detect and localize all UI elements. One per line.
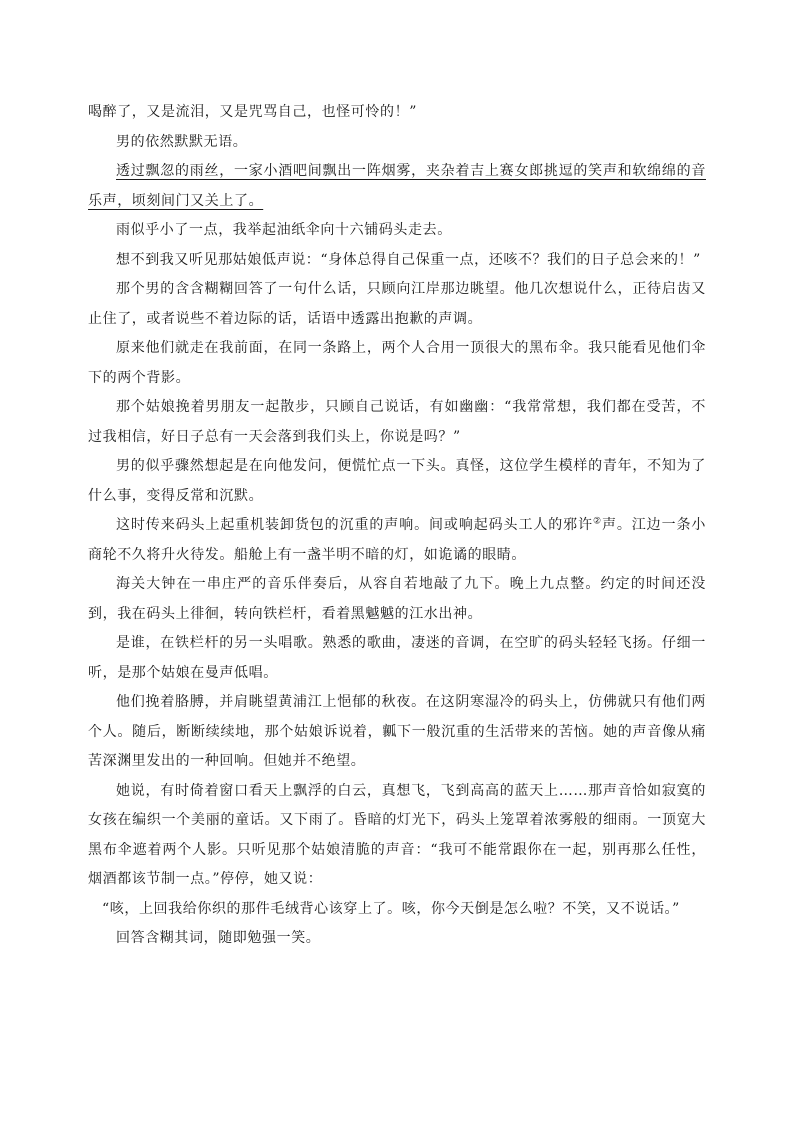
paragraph-13: 他们挽着胳膊，并肩眺望黄浦江上悒郁的秋夜。在这阴寒湿冷的码头上，仿佛就只有他们两个人。随后，断断续续地，那个姑娘诉说着，瓤下一般沉重的生活带来的苦恼。她的声音像从痛苦深渊里发出的一种回响。但她并不绝望。 bbox=[88, 694, 706, 769]
paragraph-10 bbox=[88, 511, 706, 570]
footnote-marker: ② bbox=[592, 516, 602, 527]
paragraph-10-text-before: 这时传来码头上起重机装卸货包的沉重的声响。间或响起码头工人的邪许 bbox=[116, 517, 593, 533]
paragraph-2: 男的依然默默无语。 bbox=[116, 133, 248, 150]
paragraph-14: 她说，有时倚着窗口看天上飘浮的白云，真想飞，飞到高高的蓝天上……那声音恰如寂寞的女孩在编织一个美丽的童话。又下雨了。昏暗的灯光下，码头上笼罩着浓雾般的细雨。一顶宽大黑布伞遮着两个人影。只听见那个姑娘清脆的声音：“我可不能常跟你在一起，别再那么任性，烟酒都该节制一点。”停停，她又说： bbox=[88, 782, 706, 887]
paragraph-12: 是谁，在铁栏杆的另一头唱歌。熟悉的歌曲，凄迷的音调，在空旷的码头轻轻飞扬。仔细一听，是那个姑娘在曼声低唱。 bbox=[88, 635, 706, 681]
article-body bbox=[88, 98, 706, 954]
paragraph-15: “咳，上回我给你织的那件毛绒背心该穿上了。咳，你今天倒是怎么啦？不笑，又不说话。” bbox=[102, 900, 680, 917]
paragraph-8: 那个姑娘挽着男朋友一起散步，只顾自己说话，有如幽幽：“我常常想，我们都在受苦，不过我相信，好日子总有一天会落到我们头上，你说是吗？” bbox=[88, 399, 706, 445]
underlined-sentence: 透过飘忽的雨丝，一家小酒吧间飘出一阵烟雾，夹杂着吉上赛女郎挑逗的笑声和软绵绵的音乐声，顷刻间门又关上了。 bbox=[88, 163, 706, 209]
paragraph-1: 喝醉了，又是流泪，又是咒骂自己，也怪可怜的！” bbox=[88, 104, 417, 120]
paragraph-9: 男的似乎骤然想起是在向他发问，便慌忙点一下头。真怪，这位学生模样的青年，不知为了什么事，变得反常和沉默。 bbox=[88, 458, 706, 504]
paragraph-7: 原来他们就走在我前面，在同一条路上，两个人合用一顶很大的黑布伞。我只能看见他们伞下的两个背影。 bbox=[88, 340, 706, 386]
paragraph-3-underlined bbox=[88, 157, 706, 216]
paragraph-11: 海关大钟在一串庄严的音乐伴奏后，从容自若地敲了九下。晚上九点整。约定的时间还没到，我在码头上徘徊，转向铁栏杆，看着黑魆魆的江水出神。 bbox=[88, 576, 706, 622]
paragraph-4: 雨似乎小了一点，我举起油纸伞向十六铺码头走去。 bbox=[116, 222, 452, 238]
paragraph-16: 回答含糊其词，随即勉强一笑。 bbox=[116, 930, 321, 946]
paragraph-6: 那个男的含含糊糊回答了一句什么话，只顾向江岸那边眺望。他几次想说什么，正待启齿又止住了，或者说些不着边际的话，话语中透露出抱歉的声调。 bbox=[88, 281, 706, 327]
paragraph-5: 想不到我又听见那姑娘低声说：“身体总得自己保重一点，还咳不？我们的日子总会来的！” bbox=[116, 251, 701, 268]
paragraph-10-text-after: 声。江边一条小商轮不久将升火待发。船舱上有一盏半明不暗的灯，如诡谲的眼睛。 bbox=[88, 517, 707, 563]
